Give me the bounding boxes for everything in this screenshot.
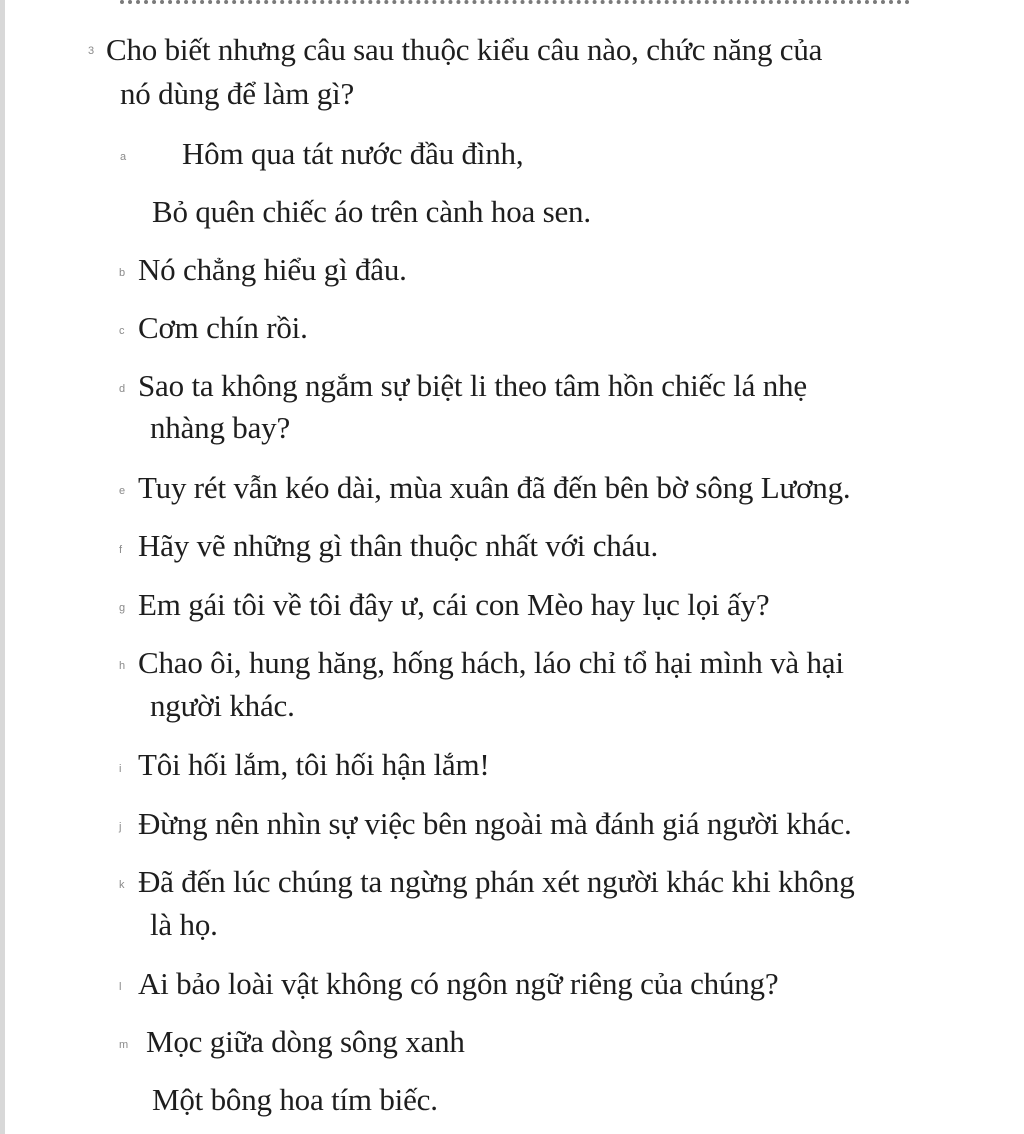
item-l-text: Ai bảo loài vật không có ngôn ngữ riêng của chúng? <box>138 966 779 1001</box>
item-k-line-2: là họ. <box>150 907 218 942</box>
item-marker-m: m <box>119 1039 129 1051</box>
question-text-line-1: Cho biết nhưng câu sau thuộc kiểu câu nào, chức năng của <box>106 32 823 67</box>
item-m-line-2: Một bông hoa tím biếc. <box>152 1082 438 1117</box>
item-g-text: Em gái tôi về tôi đây ư, cái con Mèo hay lục lọi ấy? <box>138 587 770 622</box>
item-marker-j: j <box>119 821 122 833</box>
item-marker-h: h <box>119 660 126 672</box>
page-left-border <box>0 0 5 1134</box>
item-k-line-1: Đã đến lúc chúng ta ngừng phán xét người khác khi không <box>138 864 855 899</box>
item-h-line-2: người khác. <box>150 688 295 723</box>
item-marker-b: b <box>119 267 126 279</box>
item-i-text: Tôi hối lắm, tôi hối hận lắm! <box>138 747 490 782</box>
item-d-line-1: Sao ta không ngắm sự biệt li theo tâm hồn chiếc lá nhẹ <box>138 368 807 403</box>
item-d-line-2: nhàng bay? <box>150 410 291 445</box>
item-marker-i: i <box>119 763 122 775</box>
item-marker-d: d <box>119 383 126 395</box>
item-m-line-1: Mọc giữa dòng sông xanh <box>146 1024 465 1059</box>
item-f-text: Hãy vẽ những gì thân thuộc nhất với cháu. <box>138 528 659 563</box>
item-marker-k: k <box>119 879 125 891</box>
item-a-line-1: Hôm qua tát nước đầu đình, <box>182 136 524 171</box>
item-e-text: Tuy rét vẫn kéo dài, mùa xuân đã đến bên bờ sông Lương. <box>138 470 851 505</box>
dotted-answer-line <box>120 0 910 10</box>
question-text-line-2: nó dùng để làm gì? <box>120 76 355 111</box>
item-marker-g: g <box>119 602 126 614</box>
question-number: 3 <box>88 45 95 57</box>
item-b-text: Nó chẳng hiểu gì đâu. <box>138 252 407 287</box>
item-c-text: Cơm chín rồi. <box>138 310 308 345</box>
item-marker-a: a <box>120 151 127 163</box>
item-marker-f: f <box>119 544 123 556</box>
item-j-text: Đừng nên nhìn sự việc bên ngoài mà đánh giá người khác. <box>138 806 852 841</box>
item-a-line-2: Bỏ quên chiếc áo trên cành hoa sen. <box>152 194 591 229</box>
item-marker-l: l <box>119 981 122 993</box>
item-h-line-1: Chao ôi, hung hăng, hống hách, láo chỉ tổ hại mình và hại <box>138 645 844 680</box>
item-marker-c: c <box>119 325 125 337</box>
item-marker-e: e <box>119 485 126 497</box>
